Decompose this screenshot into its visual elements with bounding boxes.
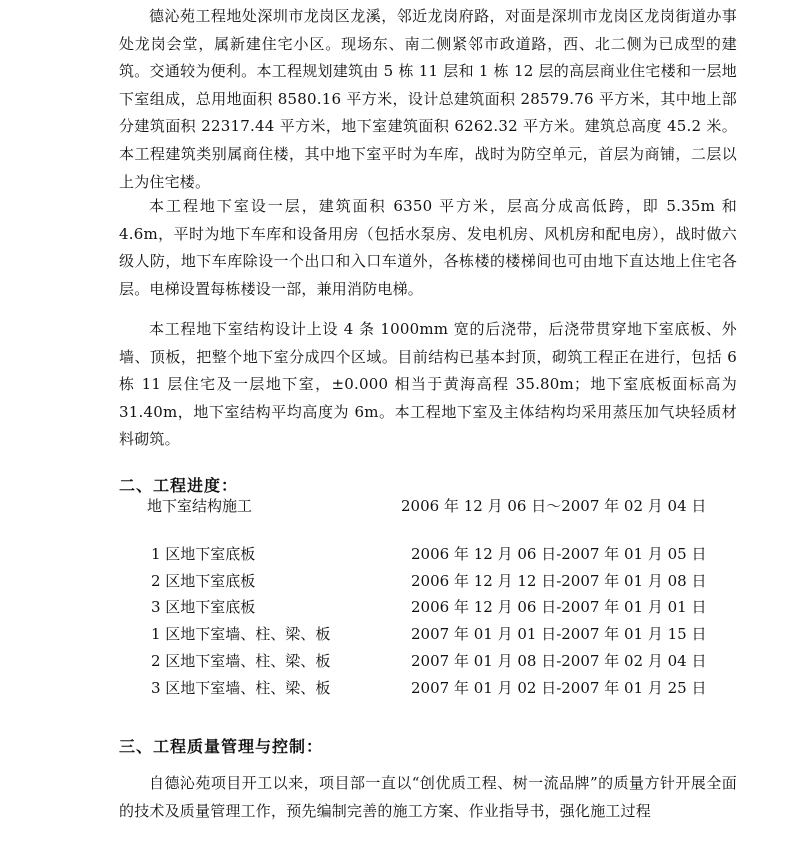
section-2-heading: 二、工程进度： (119, 476, 239, 495)
schedule-row (0, 595, 792, 619)
schedule-row (0, 542, 792, 566)
schedule-row (0, 649, 792, 673)
schedule-dates: 2006 年 12 月 12 日-2007 年 01 月 08 日 (411, 572, 707, 590)
schedule-row (0, 676, 792, 700)
section-3-paragraph: 自德沁苑项目开工以来，项目部一直以“创优质工程、树一流品牌”的质量方针开展全面的技术及质量管理工作，预先编制完善的施工方案、作业指导书，强化施工过程 (119, 774, 737, 820)
intro-paragraph-1: 德沁苑工程地处深圳市龙岗区龙溪，邻近龙岗府路，对面是深圳市龙岗区龙岗街道办事处龙岗会堂，属新建住宅小区。现场东、南二侧紧邻市政道路，西、北二侧为已成型的建筑。交通较为便利。本工程规划建筑由 5 栋 11 层和 1 栋 12 层的高层商业住宅楼和一层地下室组成，总用地面积 8580.16 平方米，设计总建筑面积 28579.76 平方米，其中地上部分建筑面积 22317.44 平方米，地下室建筑面积 6262.32 平方米。建筑总高度 45.2 米。本工程建筑类别属商住楼，其中地下室平时为车库，战时为防空单元，首层为商铺，二层以上为住宅楼。 (119, 7, 737, 191)
schedule-dates: 2007 年 01 月 01 日-2007 年 01 月 15 日 (411, 625, 707, 643)
schedule-dates: 2006 年 12 月 06 日-2007 年 01 月 01 日 (411, 598, 707, 616)
schedule-task: 1 区地下室底板 (151, 545, 256, 563)
schedule-task: 3 区地下室墙、柱、梁、板 (151, 679, 331, 697)
schedule-summary-row (0, 494, 792, 518)
schedule-dates: 2006 年 12 月 06 日-2007 年 01 月 05 日 (411, 545, 707, 563)
schedule-summary-task: 地下室结构施工 (147, 497, 253, 515)
schedule-task: 1 区地下室墙、柱、梁、板 (151, 625, 331, 643)
schedule-task: 3 区地下室底板 (151, 598, 256, 616)
schedule-dates: 2007 年 01 月 02 日-2007 年 01 月 25 日 (411, 679, 707, 697)
section-3-heading: 三、工程质量管理与控制： (119, 737, 324, 756)
schedule-summary-dates: 2006 年 12 月 06 日～2007 年 02 月 04 日 (401, 497, 707, 515)
intro-paragraph-2: 本工程地下室设一层，建筑面积 6350 平方米，层高分成高低跨，即 5.35m 和 4.6m，平时为地下车库和设备用房（包括水泵房、发电机房、风机房和配电房），战时做六级人防，地下车库除设一个出口和入口车道外，各栋楼的楼梯间也可由地下直达地上住宅各层。电梯设置每栋楼设一部，兼用消防电梯。 (119, 197, 737, 298)
schedule-row (0, 622, 792, 646)
schedule-task: 2 区地下室墙、柱、梁、板 (151, 652, 331, 670)
intro-paragraph-3: 本工程地下室结构设计上设 4 条 1000mm 宽的后浇带，后浇带贯穿地下室底板、外墙、顶板，把整个地下室分成四个区域。目前结构已基本封顶，砌筑工程正在进行，包括 6 栋 11 层住宅及一层地下室，±0.000 相当于黄海高程 35.80m；地下室底板面标高为 31.40m，地下室结构平均高度为 6m。本工程地下室及主体结构均采用蒸压加气块轻质材料砌筑。 (119, 320, 737, 449)
schedule-dates: 2007 年 01 月 08 日-2007 年 02 月 04 日 (411, 652, 707, 670)
schedule-task: 2 区地下室底板 (151, 572, 256, 590)
schedule-row (0, 569, 792, 593)
